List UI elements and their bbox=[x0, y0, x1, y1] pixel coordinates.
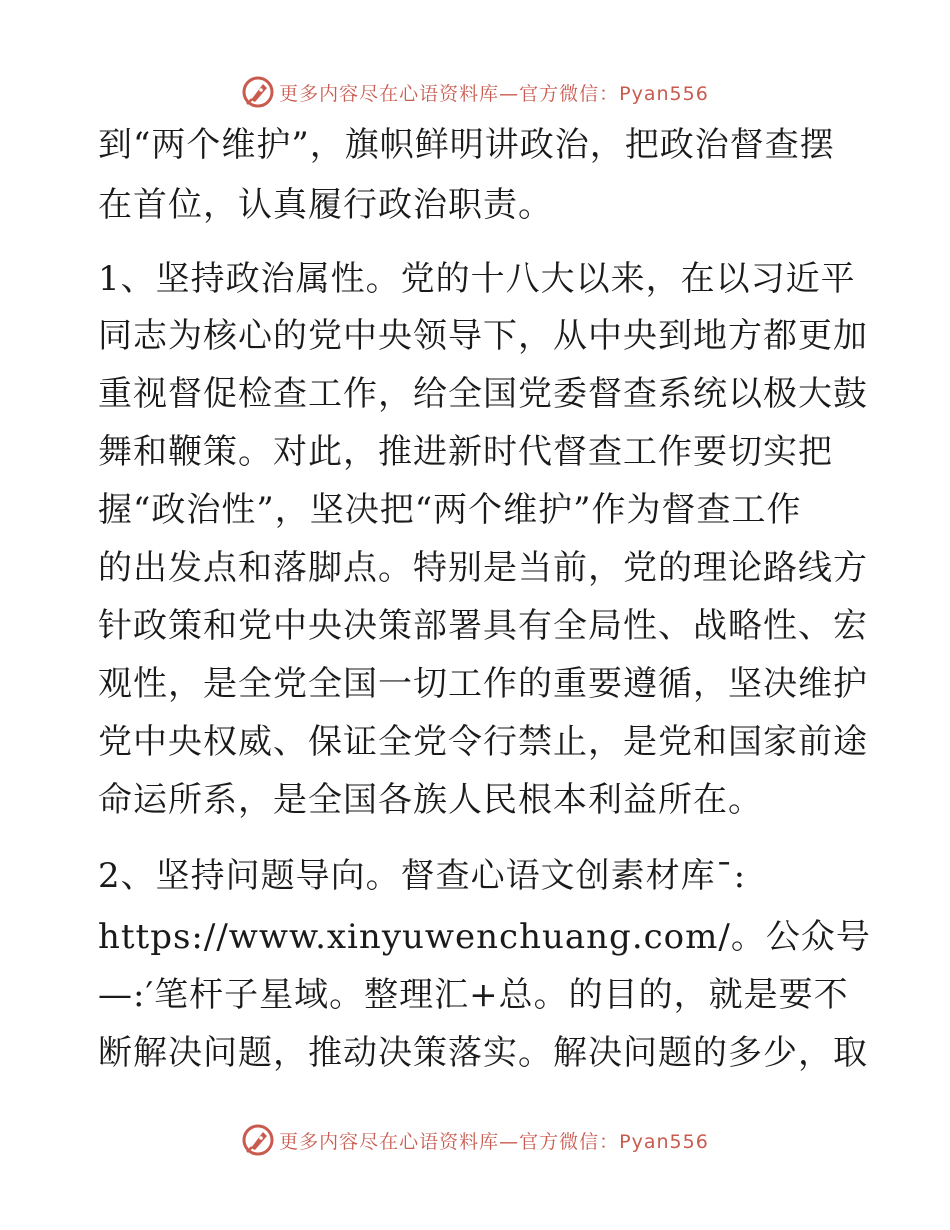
text-line: 同志为核心的党中央领导下，从中央到地方都更加 bbox=[98, 316, 868, 356]
text-line: 命运所系，是全国各族人民根本利益所在。 bbox=[98, 780, 763, 820]
text-line: 握“政治性”，坚决把“两个维护”作为督查工作 bbox=[98, 490, 802, 530]
pen-nib-logo-icon bbox=[241, 1123, 275, 1157]
text-line: 舞和鞭策。对此，推进新时代督查工作要切实把 bbox=[98, 432, 833, 472]
text-line: 2、坚持问题导向。督查心语文创素材库¯: bbox=[98, 856, 747, 896]
header-watermark bbox=[0, 72, 950, 112]
footer-watermark bbox=[0, 1120, 950, 1160]
watermark-text: 更多内容尽在心语资料库—官方微信：Pyan556 bbox=[279, 82, 709, 105]
text-line: 的出发点和落脚点。特别是当前，党的理论路线方 bbox=[98, 548, 868, 588]
text-line: 断解决问题，推动决策落实。解决问题的多少，取 bbox=[98, 1033, 868, 1073]
pen-nib-logo-icon bbox=[241, 75, 275, 109]
text-line: https://www.xinyuwenchuang.com/。公众号 bbox=[98, 917, 871, 957]
text-line: 针政策和党中央决策部署具有全局性、战略性、宏 bbox=[98, 606, 868, 646]
text-line: 1、坚持政治属性。党的十八大以来，在以习近平 bbox=[98, 259, 856, 299]
text-line: —:′笔杆子星域。整理汇+总。的目的，就是要不 bbox=[98, 975, 849, 1015]
text-line: 重视督促检查工作，给全国党委督查系统以极大鼓 bbox=[98, 374, 868, 414]
text-line: 到“两个维护”，旗帜鲜明讲政治，把政治督查摆 bbox=[98, 125, 835, 165]
watermark-text: 更多内容尽在心语资料库—官方微信：Pyan556 bbox=[279, 1130, 709, 1153]
text-line: 观性，是全党全国一切工作的重要遵循，坚决维护 bbox=[98, 664, 868, 704]
text-line: 在首位，认真履行政治职责。 bbox=[98, 185, 553, 225]
text-line: 党中央权威、保证全党令行禁止，是党和国家前途 bbox=[98, 722, 868, 762]
